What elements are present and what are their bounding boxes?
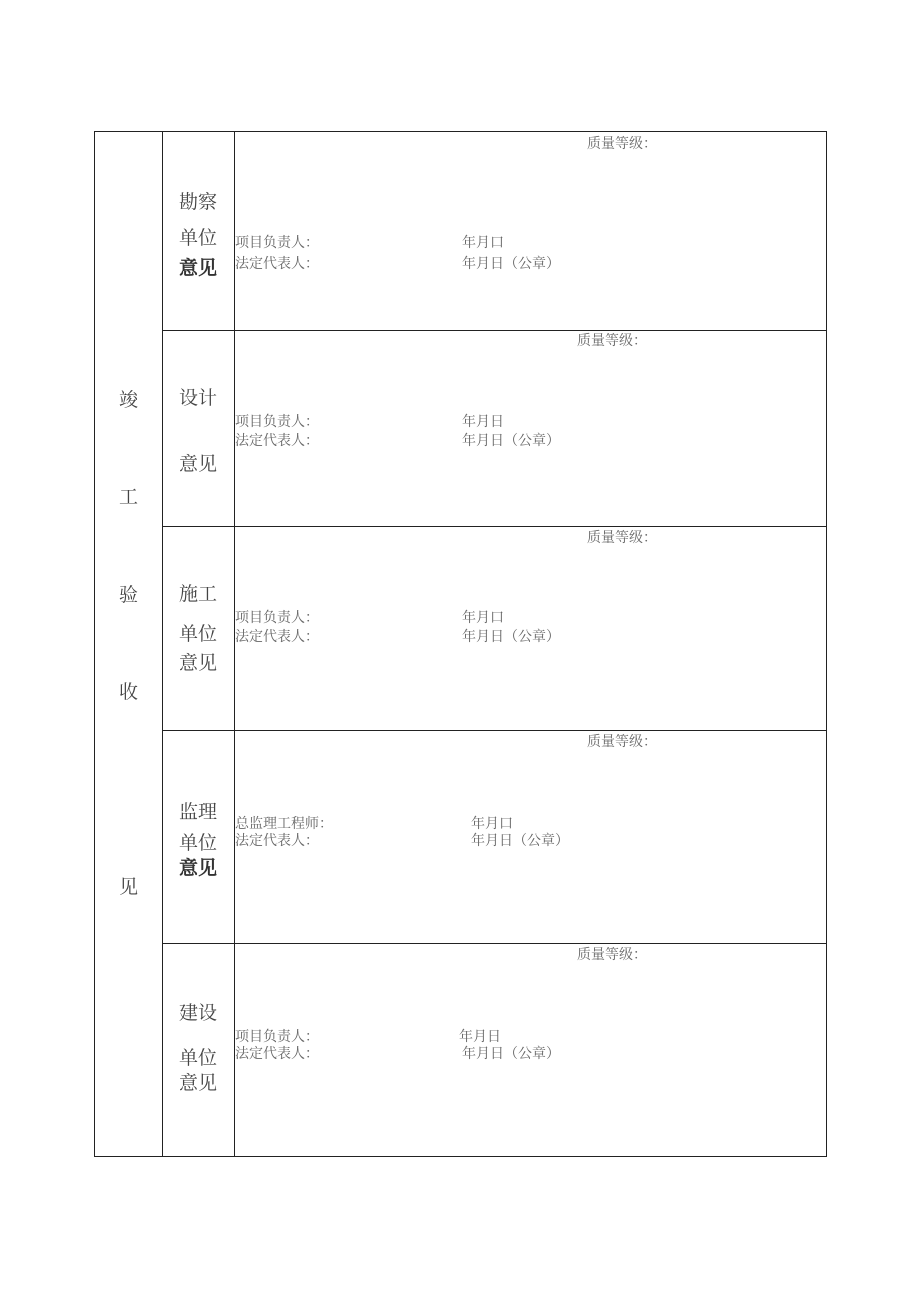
legal-rep-date-seal: 年月日（公章）: [471, 833, 569, 849]
legal-rep-label: 法定代表人：: [235, 433, 319, 449]
owner-unit-section: [162, 943, 826, 1156]
quality-grade-label: 质量等级：: [577, 947, 647, 963]
project-leader-date: 年月日: [459, 1029, 501, 1045]
chief-supervisor-date: 年月口: [471, 816, 513, 832]
unit-label: [162, 132, 234, 330]
unit-label-line: 单位: [178, 832, 217, 854]
quality-grade-label: 质量等级：: [577, 333, 647, 349]
unit-label-line: 意见: [178, 453, 217, 475]
legal-rep-label: 法定代表人：: [235, 629, 319, 645]
legal-rep-label: 法定代表人：: [235, 1046, 319, 1062]
unit-label-line: 单位: [178, 1047, 217, 1069]
unit-label-line: 意见: [178, 1072, 217, 1094]
legal-rep-date-seal: 年月日（公章）: [462, 433, 560, 449]
construction-unit-section: [162, 526, 826, 730]
unit-label-line: 意见: [178, 652, 217, 674]
project-leader-label: 项目负责人：: [235, 1029, 319, 1045]
unit-label-line: 单位: [178, 623, 217, 645]
unit-label-line: 施工: [178, 583, 217, 605]
unit-label: [162, 730, 234, 943]
side-title-char: 工: [118, 486, 138, 508]
unit-label-line: 勘察: [178, 191, 217, 213]
project-leader-date: 年月日: [462, 414, 504, 430]
side-title-char: 验: [118, 584, 138, 606]
acceptance-opinion-table: [94, 131, 827, 1157]
legal-rep-date-seal: 年月日（公章）: [462, 256, 560, 272]
design-unit-section: [162, 330, 826, 526]
quality-grade-label: 质量等级：: [587, 734, 657, 750]
survey-unit-section: [162, 132, 826, 330]
project-leader-date: 年月口: [462, 610, 504, 626]
side-title-char: 见: [118, 876, 138, 898]
project-leader-date: 年月口: [462, 235, 504, 251]
unit-label-line: 意见: [178, 857, 217, 879]
side-title-char: 收: [118, 681, 138, 703]
quality-grade-label: 质量等级：: [587, 530, 657, 546]
project-leader-label: 项目负责人：: [235, 414, 319, 430]
legal-rep-date-seal: 年月日（公章）: [462, 629, 560, 645]
legal-rep-date-seal: 年月日（公章）: [462, 1046, 560, 1062]
legal-rep-label: 法定代表人：: [235, 833, 319, 849]
quality-grade-label: 质量等级：: [587, 136, 657, 152]
project-leader-label: 项目负责人：: [235, 610, 319, 626]
unit-label-line: 意见: [178, 257, 217, 279]
unit-label-line: 设计: [178, 387, 217, 409]
side-title-char: 竣: [118, 389, 138, 411]
unit-label: [162, 330, 234, 526]
unit-label: [162, 526, 234, 730]
chief-supervisor-label: 总监理工程师：: [235, 816, 333, 832]
unit-label: [162, 943, 234, 1156]
supervision-unit-section: [162, 730, 826, 943]
legal-rep-label: 法定代表人：: [235, 256, 319, 272]
unit-label-line: 建设: [178, 1002, 217, 1024]
unit-label-line: 单位: [178, 227, 217, 249]
project-leader-label: 项目负责人：: [235, 235, 319, 251]
unit-label-line: 监理: [178, 801, 217, 823]
